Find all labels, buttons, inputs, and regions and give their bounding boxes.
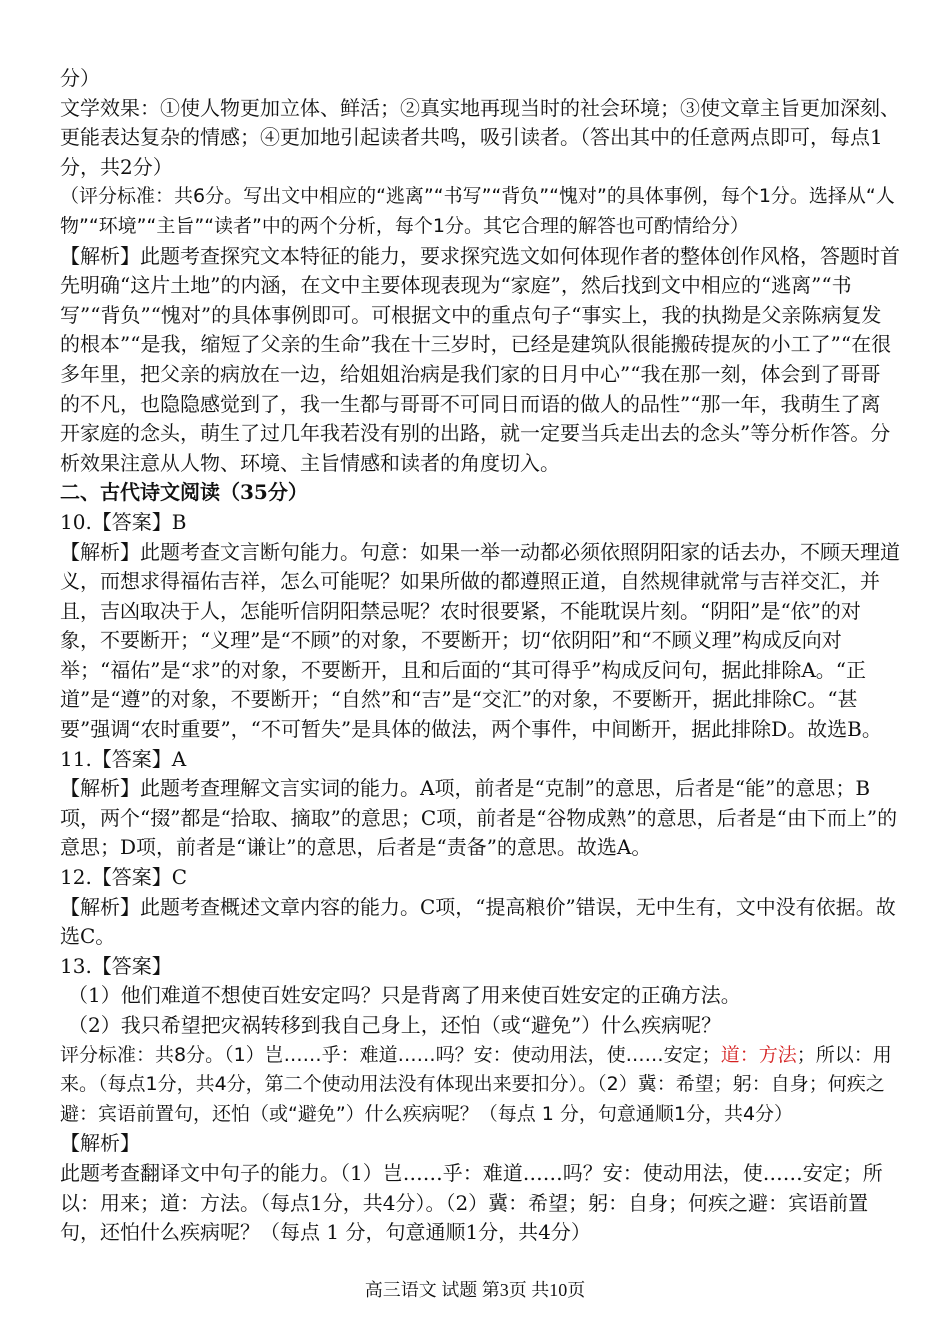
q13-translation-2: （2）我只希望把灾祸转移到我自己身上，还怕（或“避免”）什么疾病呢？ [68, 1013, 722, 1037]
q9-literary-effect: 文学效果：①使人物更加立体、鲜活；②真实地再现当时的社会环境；③使文章主旨更加深刻、更能表达复杂的情感；④更加地引起读者共鸣，吸引读者。（答出其中的任意两点即可，每点1分，共2分） [60, 95, 900, 179]
q13-scoring-part-a: 评分标准：共8分。（1）岂……乎：难道……吗？安：使动用法，使……安定； [60, 1043, 721, 1066]
q13-analysis: 此题考查翻译文中句子的能力。（1）岂……乎：难道……吗？安：使动用法，使……安定；所以：用来；道：方法。（每点1分，共4分）。（2）冀：希望；躬：自身；何疾之避：宾语前置句，还怕什么疾病呢？（每点 1 分，句意通顺1分，共4分） [60, 1160, 883, 1245]
q12-answer: 12.【答案】C [60, 865, 188, 890]
q9-score-tail: 分） [60, 66, 100, 90]
q13-scoring-highlight: 道：方法 [720, 1043, 797, 1066]
q12-analysis: 【解析】此题考查概述文章内容的能力。C项，“提高粮价”错误，无中生有，文中没有依据。故选C。 [60, 894, 896, 949]
section-heading-classical: 二、古代诗文阅读（35分） [60, 480, 308, 505]
q13-scoring-part-b: ；所以：用来。（每点1分，共4分，第二个使动用法没有体现出来要扣分）。（2）冀：希望；躬：自身；何疾之避：宾语前置句，还怕（或“避免”）什么疾病呢？（每点 1 分，句意通顺1分，共4分） [60, 1043, 892, 1125]
q13-scoring-standard [60, 1041, 900, 1130]
q13-analysis-label: 【解析】 [60, 1131, 140, 1156]
q11-analysis: 【解析】此题考查理解文言实词的能力。A项，前者是“克制”的意思，后者是“能”的意思；B项，两个“掇”都是“拾取、摘取”的意思；C项，前者是“谷物成熟”的意思，后者是“由下而上”的意思；D项，前者是“谦让”的意思，后者是“责备”的意思。故选A。 [60, 776, 898, 860]
q10-answer: 10.【答案】B [60, 509, 187, 534]
page-footer: 高三语文 试题 第3页 共10页 [364, 1280, 586, 1300]
q9-scoring-standard: （评分标准：共6分。写出文中相应的“逃离”“书写”“背负”“愧对”的具体事例，每个1分。选择从“人物”“环境”“主旨”“读者”中的两个分析，每个1分。其它合理的解答也可酌情给分） [60, 185, 895, 237]
q10-analysis: 【解析】此题考查文言断句能力。句意：如果一举一动都必须依照阴阳家的话去办，不顾天理道义，而想求得福佑吉祥，怎么可能呢？如果所做的都遵照正道，自然规律就常与吉祥交汇，并且，吉凶取决于人，怎能听信阴阳禁忌呢？农时很要紧，不能耽误片刻。“阴阳”是“依”的对象，不要断开；“义理”是“不顾”的对象，不要断开；切“依阴阳”和“不顾义理”构成反向对举；“福佑”是“求”的对象，不要断开，且和后面的“其可得乎”构成反问句，据此排除A。“正道”是“遵”的对象，不要断开；“自然”和“吉”是“交汇”的对象，不要断开，据此排除C。“甚要”强调“农时重要”，“不可暂失”是具体的做法，两个事件，中间断开，据此排除D。故选B。 [60, 539, 900, 742]
q11-answer: 11.【答案】A [60, 746, 187, 771]
q9-analysis: 【解析】此题考查探究文本特征的能力，要求探究选文如何体现作者的整体创作风格，答题时首先明确“这片土地”的内涵，在文中主要体现表现为“家庭”，然后找到文中相应的“逃离”“书写”“背负”“愧对”的具体事例即可。可根据文中的重点句子“事实上，我的执拗是父亲陈病复发的根本”“是我，缩短了父亲的生命”我在十三岁时，已经是建筑队很能搬砖提灰的小工了”“在很多年里，把父亲的病放在一边，给姐姐治病是我们家的日月中心”“我在那一刻，体会到了哥哥的不凡，也隐隐感觉到了，我一生都与哥哥不可同日而语的做人的品性”“那一年，我萌生了离开家庭的念头，萌生了过几年我若没有别的出路，就一定要当兵走出去的念头”等分析作答。分析效果注意从人物、环境、主旨情感和读者的角度切入。 [60, 243, 900, 475]
q13-translation-1: （1）他们难道不想使百姓安定吗？只是背离了用来使百姓安定的正确方法。 [68, 983, 741, 1008]
q13-answer: 13.【答案】 [60, 953, 172, 978]
